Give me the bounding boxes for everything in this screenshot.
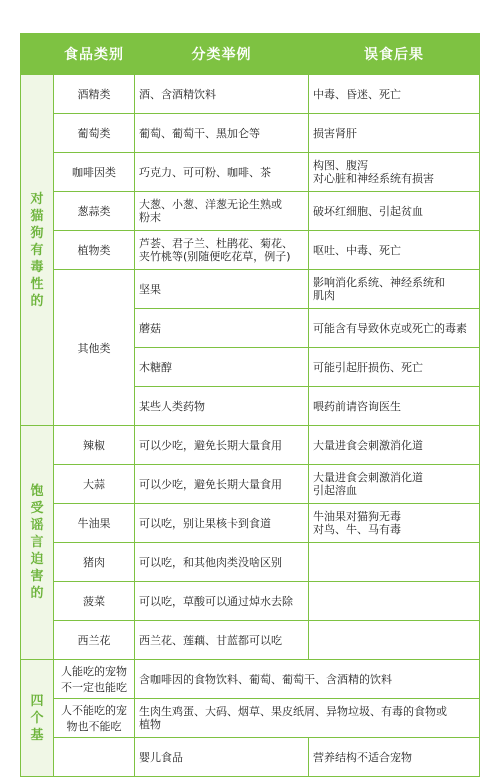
- category-cell: 植物类: [54, 231, 135, 270]
- header-example: 分类举例: [135, 34, 309, 75]
- effect-cell: [309, 582, 480, 621]
- category-cell: 西兰花: [54, 621, 135, 660]
- header-category: 食品类别: [54, 34, 135, 75]
- effect-cell: 可能引起肝损伤、死亡: [309, 348, 480, 387]
- effect-cell: 营养结构不适合宠物: [309, 738, 480, 777]
- effect-cell: 大量进食会刺激消化道 引起溶血: [309, 465, 480, 504]
- effect-cell: 影响消化系统、神经系统和 肌肉: [309, 270, 480, 309]
- food-safety-table: [20, 33, 480, 777]
- effect-cell: 损害肾肝: [309, 114, 480, 153]
- example-cell: 可以吃，和其他肉类没啥区别: [135, 543, 309, 582]
- table-row: [21, 75, 480, 114]
- example-cell: 可以吃，草酸可以通过焯水去除: [135, 582, 309, 621]
- effect-cell: [309, 621, 480, 660]
- example-cell: 巧克力、可可粉、咖啡、茶: [135, 153, 309, 192]
- table-row: [21, 543, 480, 582]
- effect-cell: 可能含有导致休克或死亡的毒素: [309, 309, 480, 348]
- example-cell: 西兰花、莲藕、甘蓝都可以吃: [135, 621, 309, 660]
- section-label-text: 对猫狗有毒性的: [30, 191, 44, 309]
- effect-cell: 破坏红细胞、引起贫血: [309, 192, 480, 231]
- effect-cell: 呕吐、中毒、死亡: [309, 231, 480, 270]
- section-label-text: 四个基: [30, 693, 44, 743]
- category-cell: 辣椒: [54, 426, 135, 465]
- section-label-text: 饱受谣言迫害的: [30, 484, 44, 601]
- example-cell: 可以少吃，避免长期大量食用: [135, 426, 309, 465]
- category-cell: 咖啡因类: [54, 153, 135, 192]
- effect-cell: 喂药前请咨询医生: [309, 387, 480, 426]
- effect-cell: 大量进食会刺激消化道: [309, 426, 480, 465]
- header-effect: 误食后果: [309, 34, 480, 75]
- example-cell: 木糖醇: [135, 348, 309, 387]
- table-row: [21, 699, 480, 738]
- table-row: [21, 660, 480, 699]
- category-cell: 酒精类: [54, 75, 135, 114]
- section-label: [21, 660, 54, 777]
- category-cell: 大蒜: [54, 465, 135, 504]
- category-cell: 人不能吃的宠 物也不能吃: [54, 699, 135, 738]
- header-corner: [21, 34, 54, 75]
- example-cell: 大葱、小葱、洋葱无论生熟或 粉末: [135, 192, 309, 231]
- example-cell: 蘑菇: [135, 309, 309, 348]
- example-cell: 婴儿食品: [135, 738, 309, 777]
- example-cell: 坚果: [135, 270, 309, 309]
- table-row: [21, 504, 480, 543]
- table-row: [21, 465, 480, 504]
- effect-cell: 牛油果对猫狗无毒 对鸟、牛、马有毒: [309, 504, 480, 543]
- category-cell: 猪肉: [54, 543, 135, 582]
- table-row: [21, 192, 480, 231]
- category-cell: [54, 738, 135, 777]
- category-cell: 牛油果: [54, 504, 135, 543]
- table-row: [21, 114, 480, 153]
- table-row: [21, 621, 480, 660]
- category-cell: 人能吃的宠物 不一定也能吃: [54, 660, 135, 699]
- table-row: [21, 270, 480, 309]
- category-cell: 菠菜: [54, 582, 135, 621]
- basic-text-cell: 含咖啡因的食物饮料、葡萄、葡萄干、含酒精的饮料: [135, 660, 480, 699]
- category-cell: 葱蒜类: [54, 192, 135, 231]
- effect-cell: 中毒、昏迷、死亡: [309, 75, 480, 114]
- basic-text-cell: 生肉生鸡蛋、大码、烟草、果皮纸屑、异物垃圾、有毒的食物或 植物: [135, 699, 480, 738]
- category-cell: 葡萄类: [54, 114, 135, 153]
- effect-cell: [309, 543, 480, 582]
- effect-cell: 构图、腹泻 对心脏和神经系统有损害: [309, 153, 480, 192]
- table-row: [21, 153, 480, 192]
- example-cell: 某些人类药物: [135, 387, 309, 426]
- section-label: [21, 75, 54, 426]
- example-cell: 葡萄、葡萄干、黑加仑等: [135, 114, 309, 153]
- table-row: [21, 231, 480, 270]
- example-cell: 可以吃，别让果核卡到食道: [135, 504, 309, 543]
- table-row: [21, 582, 480, 621]
- table-row: [21, 738, 480, 777]
- example-cell: 芦荟、君子兰、杜鹃花、菊花、 夹竹桃等(别随便吃花草，例子): [135, 231, 309, 270]
- example-cell: 可以少吃，避免长期大量食用: [135, 465, 309, 504]
- table-row: [21, 426, 480, 465]
- section-label: [21, 426, 54, 660]
- category-cell: 其他类: [54, 270, 135, 426]
- example-cell: 酒、含酒精饮料: [135, 75, 309, 114]
